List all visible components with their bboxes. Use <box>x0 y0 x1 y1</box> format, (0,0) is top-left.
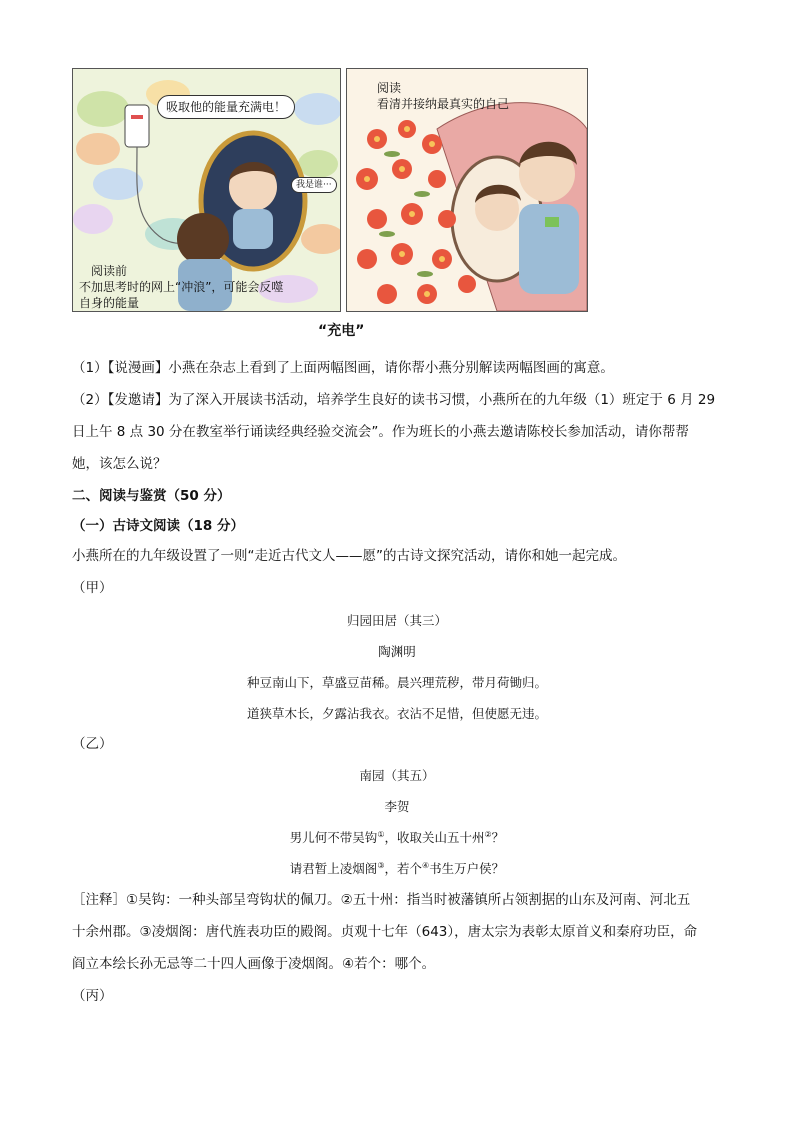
speech-bubble-text: 吸取他的能量充满电！ <box>166 100 287 114</box>
speech-bubble <box>157 95 295 119</box>
poem-yi-line-2-part-a: 请君暂上凌烟阁 <box>289 861 378 876</box>
poem-yi-marker: （乙） <box>72 736 113 752</box>
poem-bing-marker: （丙） <box>72 988 113 1004</box>
caption-line-1: 看清并接纳最真实的自己 <box>377 97 510 111</box>
question-1: （1）【说漫画】小燕在杂志上看到了上面两幅图画，请你帮小燕分别解读两幅图画的寓意。 <box>72 360 614 376</box>
poem-yi-line-1-part-b: ，收取关山五十州 <box>384 830 485 845</box>
notes-line-2: 十余州郡。③凌烟阁：唐代旌表功臣的殿阁。贞观十七年（643），唐太宗为表彰太原首义和秦府功臣，命 <box>72 924 698 940</box>
poem-yi-line-1-part-c: ？ <box>491 830 505 845</box>
comic-title: “充电” <box>318 323 365 339</box>
footnote-marker-3: ③ <box>377 860 385 870</box>
poem-jia-author: 陶渊明 <box>378 644 416 659</box>
poem-jia-marker: （甲） <box>72 580 113 596</box>
poem-yi-line-1 <box>0 828 794 846</box>
subsection-heading: （一）古诗文阅读（18 分） <box>72 518 244 534</box>
poem-jia-line-2: 道狭草木长，夕露沾我衣。衣沾不足惜，但使愿无违。 <box>246 706 547 721</box>
poem-jia-line-1: 种豆南山下，草盛豆苗稀。晨兴理荒秽，带月荷锄归。 <box>246 675 547 690</box>
comic-panel-reading <box>346 68 588 312</box>
footnote-marker-4: ④ <box>422 860 430 870</box>
caption-line-2: 自身的能量 <box>79 296 140 310</box>
poem-yi-author: 李贺 <box>384 799 410 814</box>
poem-yi-line-2-part-b: ，若个 <box>384 861 422 876</box>
poem-yi-line-2 <box>0 859 794 877</box>
footnote-marker-2: ② <box>484 829 492 839</box>
question-2-line-1: （2）【发邀请】为了深入开展读书活动，培养学生良好的读书习惯，小燕所在的九年级（1）班定于 6 月 29 <box>72 392 716 408</box>
footnote-marker-1: ① <box>377 829 385 839</box>
section-heading: 二、阅读与鉴赏（50 分） <box>72 488 231 504</box>
caption-line-1: 不加思考时的网上“冲浪”，可能会反噬 <box>79 280 284 294</box>
mirror-speech-text: 我是谁··· <box>296 180 332 190</box>
poem-jia-title: 归园田居（其三） <box>346 613 447 628</box>
comic-panel-before-reading <box>72 68 341 312</box>
section-intro: 小燕所在的九年级设置了一则“走近古代文人——愿”的古诗文探究活动，请你和她一起完成。 <box>72 548 626 564</box>
mirror-speech-bubble <box>291 177 337 193</box>
question-2-line-3: 她，该怎么说？ <box>72 456 167 472</box>
poem-yi-line-2-part-c: 书生万户侯？ <box>429 861 505 876</box>
notes-line-1: ［注释］①吴钩：一种头部呈弯钩状的佩刀。②五十州：指当时被藩镇所占领割据的山东及河南、河北五 <box>72 892 691 908</box>
question-2-line-2: 日上午 8 点 30 分在教室举行诵读经典经验交流会”。作为班长的小燕去邀请陈校长参加活动，请你帮帮 <box>72 424 689 440</box>
poem-yi-line-1-part-a: 男儿何不带吴钩 <box>289 830 378 845</box>
caption-title: 阅读前 <box>91 264 128 278</box>
poem-yi-title: 南园（其五） <box>359 768 435 783</box>
caption-title: 阅读 <box>377 81 402 95</box>
notes-line-3: 阎立本绘长孙无忌等二十四人画像于凌烟阁。④若个：哪个。 <box>72 956 436 972</box>
